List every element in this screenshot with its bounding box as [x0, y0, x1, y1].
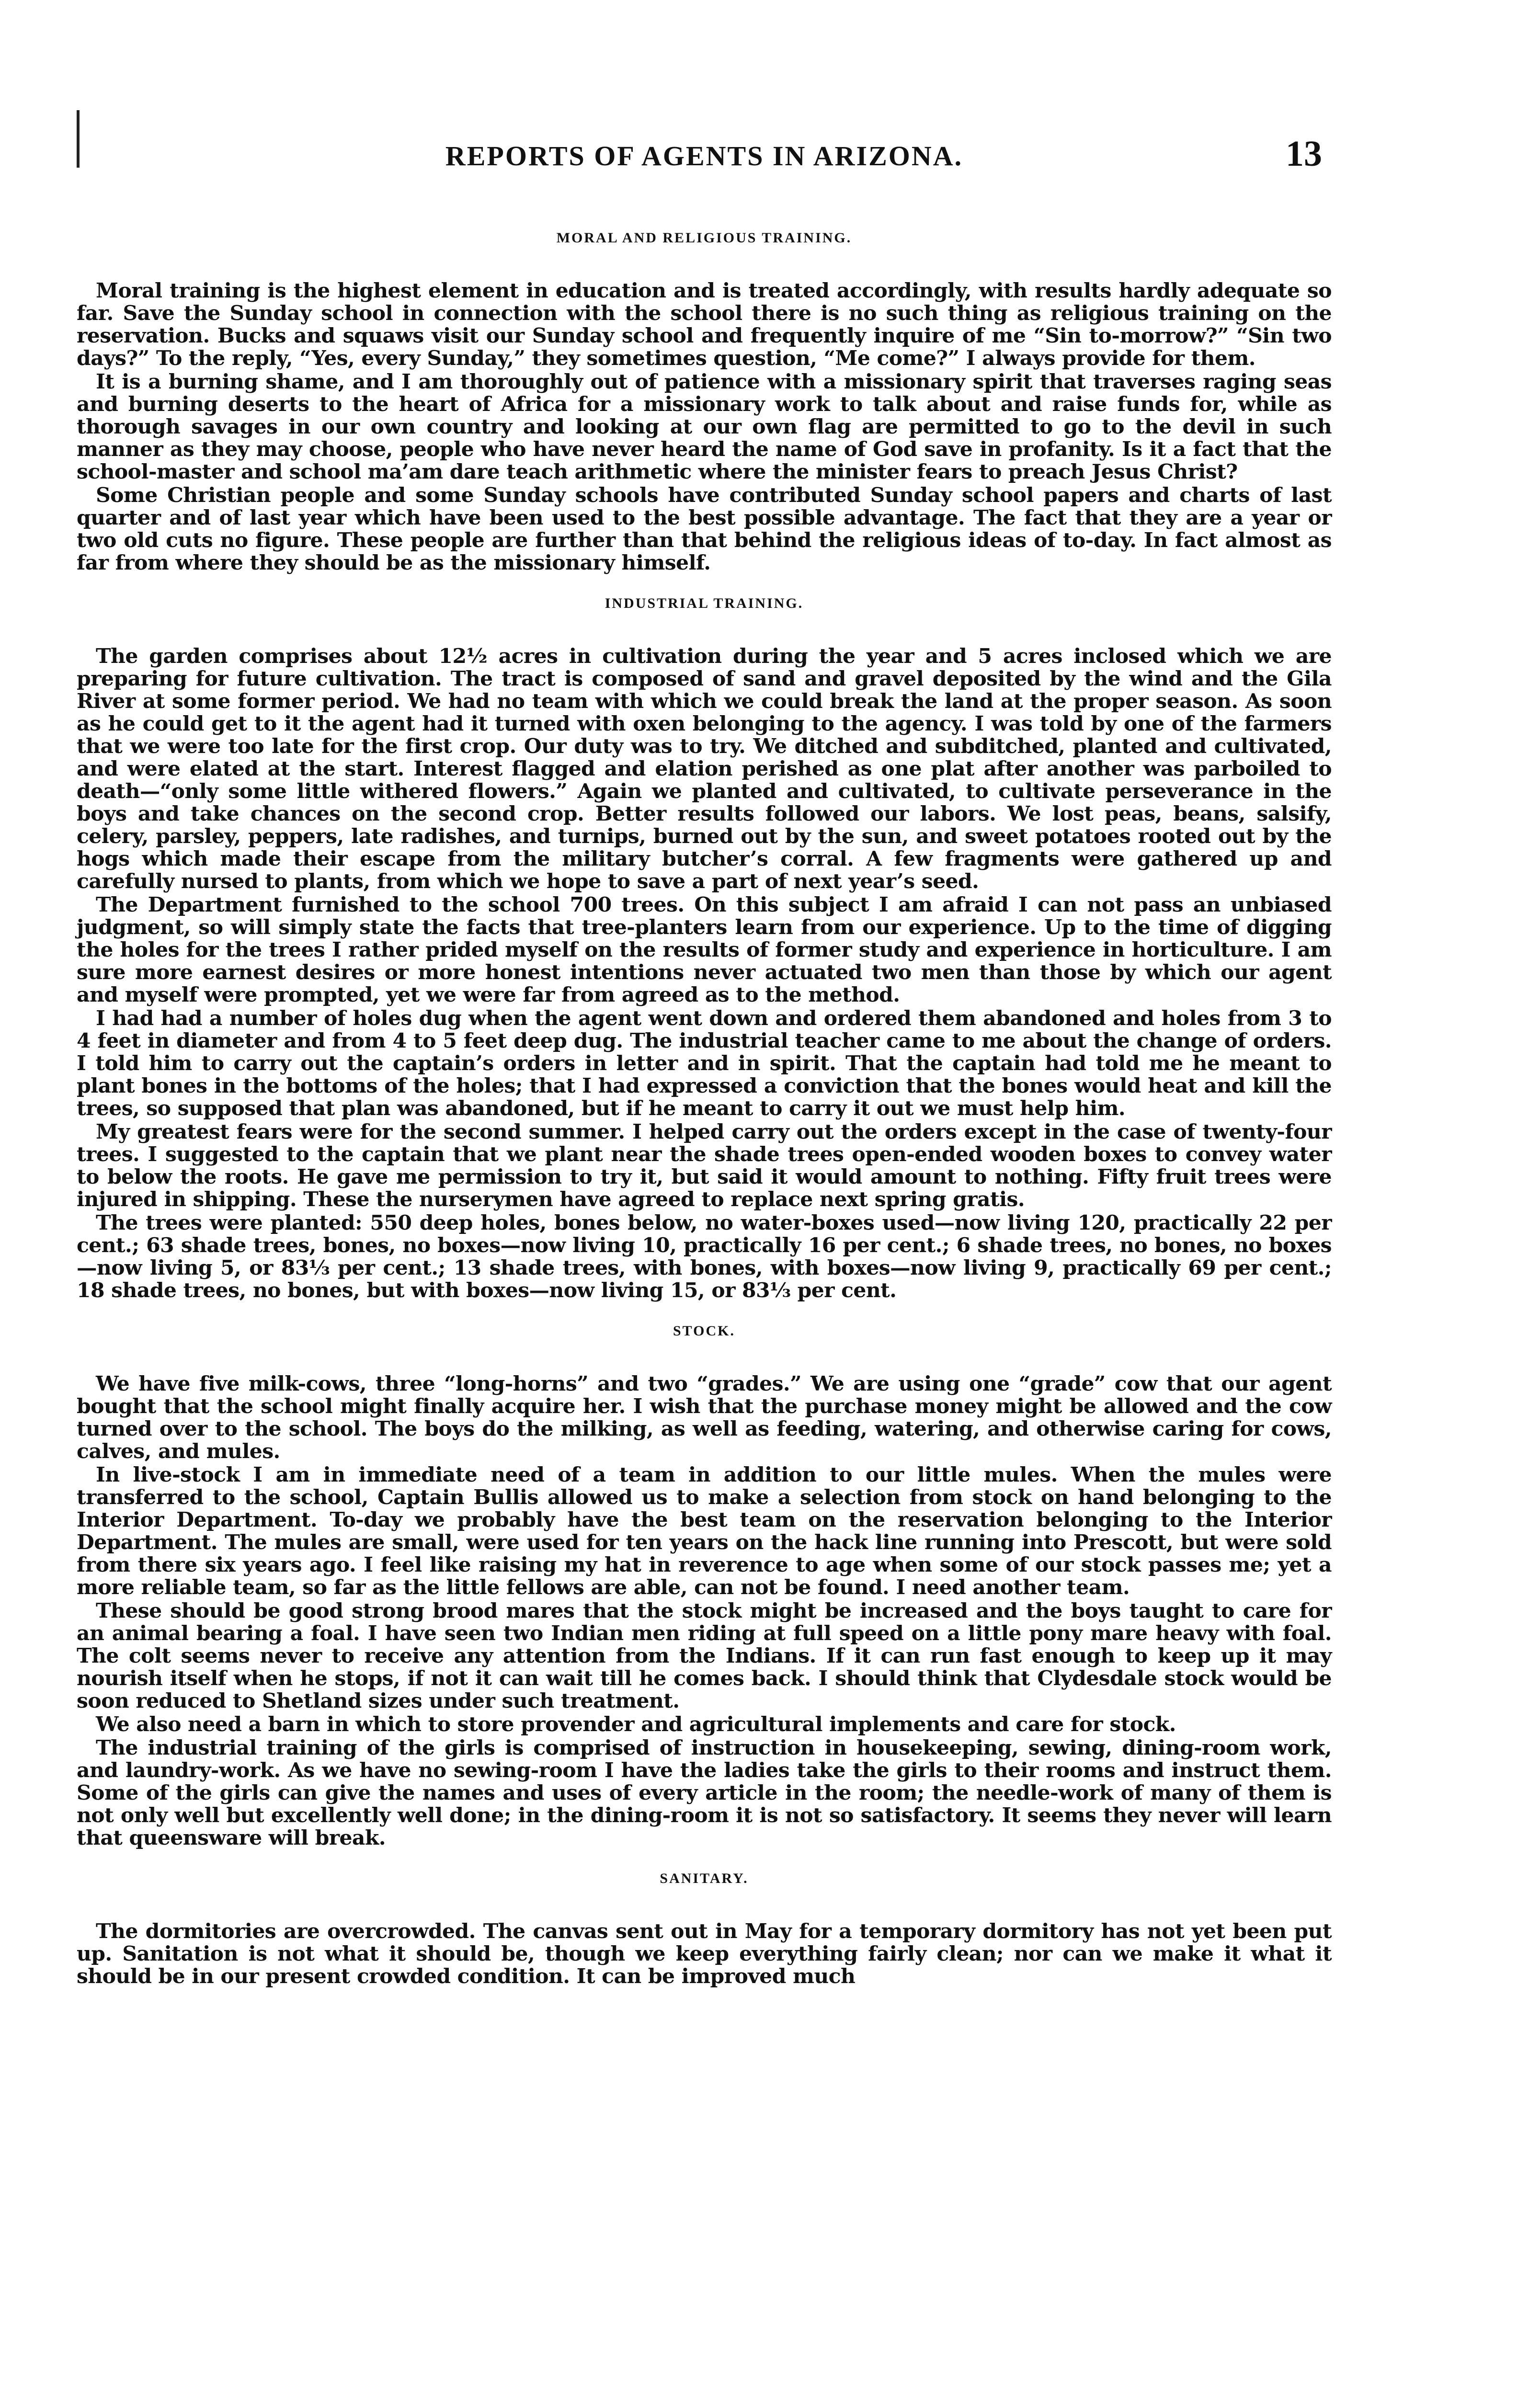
- paragraph: Some Christian people and some Sunday schools have contributed Sunday school papers and charts of last quarter and of last year which have been used to the best possible advantage. The fact that they are a year or two old cuts no figure. These people are further than that behind the religious ideas of to-day. In fact almost as far from where they should be as the missionary himself.: [77, 483, 1332, 575]
- paragraph: My greatest fears were for the second summer. I helped carry out the orders except in the case of twenty-four trees. I suggested to the captain that we plant near the shade trees open-ended wooden boxes to convey water to below the roots. He gave me permission to try it, but said it would amount to nothing. Fifty fruit trees were injured in shipping. These the nurserymen have agreed to replace next spring gratis.: [77, 1120, 1332, 1211]
- section-heading: STOCK.: [673, 1323, 735, 1339]
- paragraph: These should be good strong brood mares that the stock might be increased and the boys taught to care for an animal bearing a foal. I have seen two Indian men riding at full speed on a little pony mare heavy with foal. The colt seems never to receive any attention from the Indians. If it can run fast enough to keep up it may nourish itself when he stops, if not it can wait till he comes back. I should think that Clydesdale stock would be soon reduced to Shetland sizes under such treatment.: [77, 1599, 1332, 1713]
- page-number: 13: [1286, 134, 1322, 174]
- paragraph: The dormitories are overcrowded. The canvas sent out in May for a temporary dormitory has not yet been put up. Sanitation is not what it should be, though we keep everything fairly clean; nor can we make it what it should be in our present crowded condition. It can be improved much: [77, 1919, 1332, 1988]
- paragraph: The trees were planted: 550 deep holes, bones below, no water-boxes used—now living 120, practically 22 per cent.; 63 shade trees, bones, no boxes—now living 10, practically 16 per cent.; 6 shade trees, no bones, no boxes—now living 5, or 83⅓ per cent.; 13 shade trees, with bones, with boxes—now living 9, practically 69 per cent.; 18 shade trees, no bones, but with boxes—now living 15, or 83⅓ per cent.: [77, 1211, 1332, 1302]
- paragraph: We also need a barn in which to store provender and agricultural implements and care for stock.: [96, 1712, 1176, 1736]
- section-heading: SANITARY.: [660, 1870, 749, 1886]
- running-title: REPORTS OF AGENTS IN ARIZONA.: [445, 140, 963, 171]
- paragraph: It is a burning shame, and I am thoroughly out of patience with a missionary spirit that traverses raging seas and burning deserts to the heart of Africa for a missionary work to talk about and raise funds for, while as thorough savages in our own country and looking at our own flag are permitted to go to the devil in such manner as they may choose, people who have never heard the name of God save in profanity. Is it a fact that the school-master and school ma’am dare teach arithmetic where the minister fears to preach Jesus Christ?: [77, 370, 1332, 484]
- document-page: [77, 0, 1332, 2395]
- section-stock: [77, 1323, 1332, 1849]
- section-moral-religious-training: [77, 230, 1332, 574]
- paragraph: The Department furnished to the school 700 trees. On this subject I am afraid I can not pass an unbiased judgment, so will simply state the facts that tree-planters learn from our experience. Up to the time of digging the holes for the trees I rather prided myself on the results of former study and experience in horticulture. I am sure more earnest desires or more honest intentions never actuated two men than those by which our agent and myself were prompted, yet we were far from agreed as to the method.: [77, 893, 1332, 1007]
- section-industrial-training: [77, 595, 1332, 1302]
- section-heading: INDUSTRIAL TRAINING.: [605, 595, 804, 611]
- paragraph: In live-stock I am in immediate need of a team in addition to our little mules. When the mules were transferred to the school, Captain Bullis allowed us to make a selection from stock on hand belonging to the Interior Department. To-day we probably have the best team on the reservation belonging to the Interior Department. The mules are small, were used for ten years on the hack line running into Prescott, but were sold from there six years ago. I feel like raising my hat in reverence to age when some of our stock passes me; yet a more reliable team, so far as the little fellows are able, can not be found. I need another team.: [77, 1463, 1332, 1599]
- running-head: [77, 134, 1332, 183]
- section-sanitary: [77, 1870, 1332, 1988]
- page-content: [77, 230, 1332, 2009]
- paragraph: Moral training is the highest element in education and is treated accordingly, with results hardly adequate so far. Save the Sunday school in connection with the school there is no such thing as religious training on the reservation. Bucks and squaws visit our Sunday school and frequently inquire of me “Sin to-morrow?” “Sin two days?” To the reply, “Yes, every Sunday,” they sometimes question, “Me come?” I always provide for them.: [77, 279, 1332, 370]
- paragraph: The garden comprises about 12½ acres in cultivation during the year and 5 acres inclosed which we are preparing for future cultivation. The tract is composed of sand and gravel deposited by the wind and the Gila River at some former period. We had no team with which we could break the land at the proper season. As soon as he could get to it the agent had it turned with oxen belonging to the agency. I was told by one of the farmers that we were too late for the first crop. Our duty was to try. We ditched and subditched, planted and cultivated, and were elated at the start. Interest flagged and elation perished as one plat after another was parboiled to death—“only some little withered flowers.” Again we planted and cultivated, to cultivate perseverance in the boys and take chances on the second crop. Better results followed our labors. We lost peas, beans, salsify, celery, parsley, peppers, late radishes, and turnips, burned out by the sun, and sweet potatoes rooted out by the hogs which made their escape from the military butcher’s corral. A few fragments were gathered up and carefully nursed to plants, from which we hope to save a part of next year’s seed.: [77, 644, 1332, 893]
- paragraph: We have five milk-cows, three “long-horns” and two “grades.” We are using one “grade” cow that our agent bought that the school might finally acquire her. I wish that the purchase money might be allowed and the cow turned over to the school. The boys do the milking, as well as feeding, watering, and otherwise caring for cows, calves, and mules.: [77, 1372, 1332, 1463]
- paragraph: I had had a number of holes dug when the agent went down and ordered them abandoned and holes from 3 to 4 feet in diameter and from 4 to 5 feet deep dug. The industrial teacher came to me about the change of orders. I told him to carry out the captain’s orders in letter and in spirit. That the captain had told me he meant to plant bones in the bottoms of the holes; that I had expressed a conviction that the bones would heat and kill the trees, so supposed that plan was abandoned, but if he meant to carry it out we must help him.: [77, 1006, 1332, 1120]
- section-heading: MORAL AND RELIGIOUS TRAINING.: [556, 230, 852, 246]
- paragraph: The industrial training of the girls is comprised of instruction in housekeeping, sewing, dining-room work, and laundry-work. As we have no sewing-room I have the ladies take the girls to their rooms and instruct them. Some of the girls can give the names and uses of every article in the room; the needle-work of many of them is not only well but excellently well done; in the dining-room it is not so satisfactory. It seems they never will learn that queensware will break.: [77, 1736, 1332, 1850]
